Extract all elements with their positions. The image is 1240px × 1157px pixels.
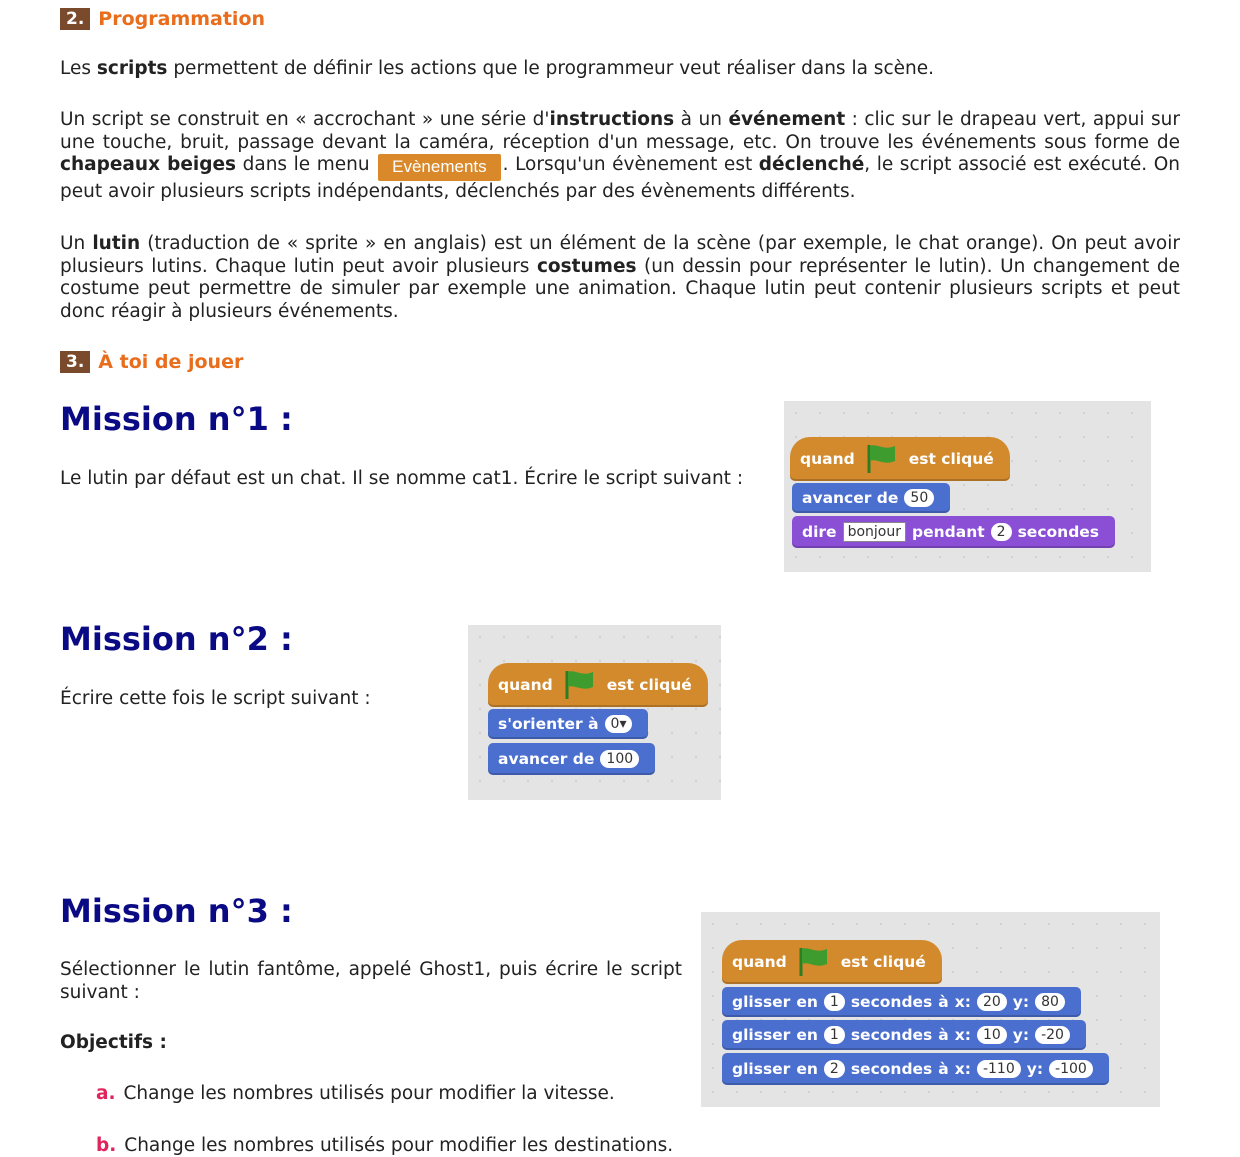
secs-input: 2: [824, 1060, 845, 1078]
mission-3-script-panel: [701, 912, 1160, 1107]
section-2-heading: [60, 8, 265, 30]
green-flag-icon: [865, 443, 899, 475]
when-flag-clicked-block: quand est cliqué: [790, 437, 1010, 481]
section-3-heading: [60, 351, 243, 373]
secs-input: 1: [824, 993, 845, 1011]
green-flag-icon: [563, 669, 597, 701]
y-input: 80: [1035, 993, 1065, 1011]
section-title: Programmation: [98, 8, 266, 30]
move-steps-block: avancer de 50: [792, 483, 950, 513]
steps-input: 50: [904, 489, 934, 507]
say-for-secs-block: dire bonjour pendant 2 secondes: [792, 516, 1115, 548]
section-number: 2.: [60, 8, 90, 30]
mission-2-title: Mission n°2 :: [60, 620, 293, 658]
events-menu-button: Evènements: [378, 154, 501, 181]
section-number: 3.: [60, 351, 90, 373]
y-input: -20: [1035, 1026, 1070, 1044]
objective-item: b. Change les nombres utilisés pour modifier les destinations.: [96, 1135, 674, 1156]
direction-dropdown: 0▾: [605, 715, 633, 733]
glide-block: glisser en 2 secondes à x: -110 y: -100: [722, 1053, 1109, 1085]
paragraph-events: Un script se construit en « accrochant » une série d'instructions à un événement : clic sur le drapeau vert, appui sur une touche, bruit, passage devant la caméra, réception d'un message, etc. On trouve les événements sous forme de chapeaux beiges dans le menu Evènements . Lorsqu'un évènement est déclenché, le script associé est exécuté. On peut avoir plusieurs scripts indépendants, déclenchés par des évènements différents.: [60, 109, 1181, 202]
mission-1-text: Le lutin par défaut est un chat. Il se nomme cat1. Écrire le script suivant :: [60, 468, 744, 489]
mission-2-script-panel: [468, 625, 721, 800]
x-input: 20: [977, 993, 1007, 1011]
mission-1-script-panel: [784, 401, 1151, 572]
x-input: 10: [977, 1026, 1007, 1044]
objectives-label: Objectifs :: [60, 1032, 167, 1053]
move-steps-block: avancer de 100: [488, 743, 655, 775]
point-direction-block: s'orienter à 0▾: [488, 709, 648, 739]
glide-block: glisser en 1 secondes à x: 10 y: -20: [722, 1020, 1086, 1050]
objective-item: a. Change les nombres utilisés pour modifier la vitesse.: [96, 1083, 615, 1104]
y-input: -100: [1049, 1060, 1093, 1078]
when-flag-clicked-block: quand est cliqué: [722, 940, 942, 984]
x-input: -110: [977, 1060, 1021, 1078]
when-flag-clicked-block: quand est cliqué: [488, 663, 708, 707]
paragraph-sprites: Un lutin (traduction de « sprite » en anglais) est un élément de la scène (par exemple, le chat orange). On peut avoir plusieurs lutins. Chaque lutin peut avoir plusieurs costumes (un dessin pour représenter le lutin). Un changement de costume peut permettre de simuler par exemple une animation. Chaque lutin peut contenir plusieurs scripts et peut donc réagir à plusieurs événements.: [60, 233, 1180, 322]
mission-3-text: Sélectionner le lutin fantôme, appelé Ghost1, puis écrire le script suivant :: [60, 959, 682, 1003]
section-title: À toi de jouer: [98, 351, 244, 373]
seconds-input: 2: [991, 523, 1012, 541]
secs-input: 1: [824, 1026, 845, 1044]
mission-3-title: Mission n°3 :: [60, 892, 293, 930]
mission-2-text: Écrire cette fois le script suivant :: [60, 688, 371, 709]
paragraph-scripts: Les scripts permettent de définir les actions que le programmeur veut réaliser dans la scène.: [60, 58, 934, 79]
glide-block: glisser en 1 secondes à x: 20 y: 80: [722, 987, 1081, 1017]
steps-input: 100: [600, 750, 639, 768]
green-flag-icon: [797, 946, 831, 978]
mission-1-title: Mission n°1 :: [60, 400, 293, 438]
message-input: bonjour: [843, 522, 906, 542]
